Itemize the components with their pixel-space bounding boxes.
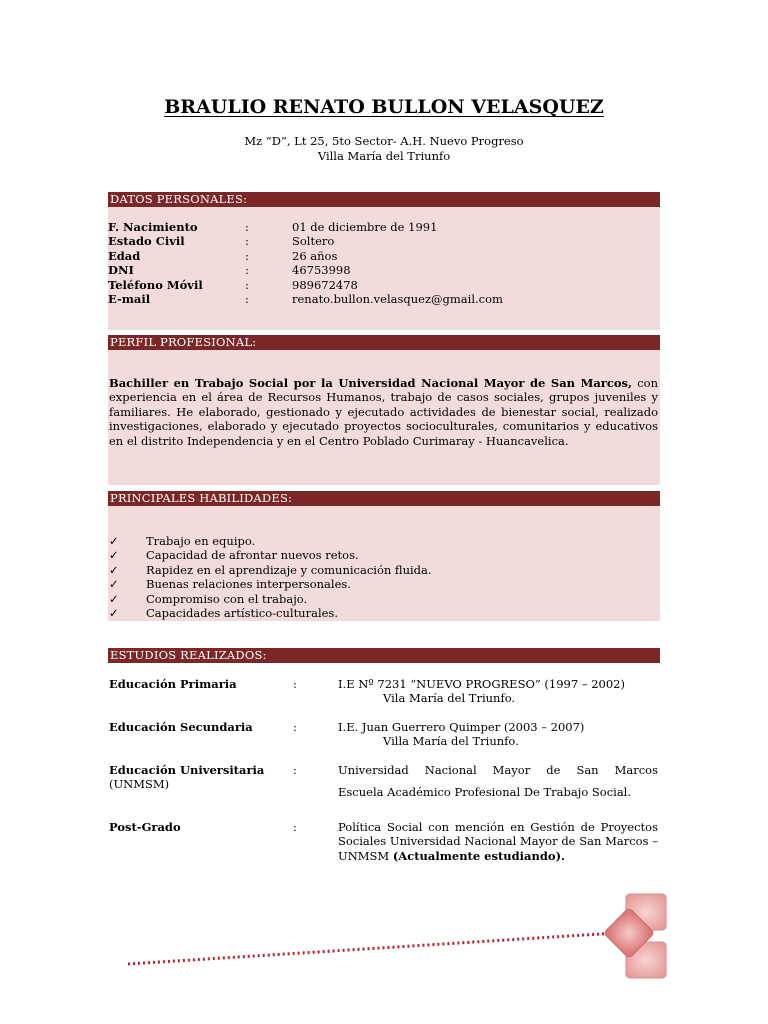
checkmark-icon: ✓: [109, 577, 119, 592]
profile-text: [109, 376, 658, 448]
personal-row: Teléfono Móvil : 989672478: [108, 277, 358, 292]
address: [0, 134, 768, 164]
profile-description: con experiencia en el área de Recursos Humanos, trabajo de casos sociales, grupos juveniles y familiares. He elaborado, gestionado y ejecutado actividades de bienestar social, realizado investigaciones, elaborado y ejecutado proyectos socioculturales, comunitarios y educativos en el distrito Independencia y en el Centro Poblado Curimaray - Huancavelica.: [109, 376, 658, 448]
section-bar-skills: PRINCIPALES HABILIDADES:: [108, 491, 660, 506]
study-primary: Educación Primaria : I.E Nº 7231 “NUEVO PROGRESO” (1997 – 2002) Vila María del Triunfo.: [109, 677, 625, 706]
section-bar-studies: ESTUDIOS REALIZADOS:: [108, 648, 660, 663]
address-line-1: Mz “D”, Lt 25, 5to Sector- A.H. Nuevo Progreso: [244, 134, 524, 148]
personal-row: E-mail : renato.bullon.velasquez@gmail.com: [108, 292, 503, 307]
list-item: ✓ Capacidad de afrontar nuevos retos.: [109, 548, 359, 563]
section-bar-profile: PERFIL PROFESIONAL:: [108, 335, 660, 350]
personal-row: Estado Civil : Soltero: [108, 234, 335, 249]
personal-row: DNI : 46753998: [108, 263, 351, 278]
list-item: ✓ Compromiso con el trabajo.: [109, 591, 308, 606]
checkmark-icon: ✓: [109, 591, 119, 606]
profile-degree: Bachiller en Trabajo Social por la Universidad Nacional Mayor de San Marcos,: [109, 376, 632, 390]
list-item: ✓ Capacidades artístico-culturales.: [109, 606, 338, 621]
study-university: Educación Universitaria (UNMSM) : Universidad Nacional Mayor de San Marcos Escuela Académico Profesional De Trabajo Social.: [109, 763, 658, 800]
checkmark-icon: ✓: [109, 562, 119, 577]
personal-row: F. Nacimiento : 01 de diciembre de 1991: [108, 220, 438, 234]
decorative-footer: [0, 880, 768, 990]
list-item: ✓ Rapidez en el aprendizaje y comunicación fluida.: [109, 562, 432, 577]
checkmark-icon: ✓: [109, 606, 119, 621]
skills-list: [109, 534, 432, 620]
checkmark-icon: ✓: [109, 534, 119, 548]
personal-data-list: [108, 220, 652, 306]
list-item: ✓ Buenas relaciones interpersonales.: [109, 577, 351, 592]
section-bar-personal: DATOS PERSONALES:: [108, 192, 660, 207]
address-line-2: Villa María del Triunfo: [317, 149, 451, 163]
checkmark-icon: ✓: [109, 548, 119, 563]
dotted-line-decoration: [128, 933, 616, 964]
study-postgrad: Post-Grado : Política Social con mención en Gestión de Proyectos Sociales Universidad Nacional Mayor de San Marcos – UNMSM (Actualmente estudiando).: [109, 820, 658, 863]
cv-name-heading: BRAULIO RENATO BULLON VELASQUEZ: [164, 96, 604, 118]
study-secondary: Educación Secundaria : I.E. Juan Guerrero Quimper (2003 – 2007) Villa María del Triunfo.: [109, 720, 585, 749]
list-item: ✓ Trabajo en equipo.: [109, 534, 256, 548]
personal-row: Edad : 26 años: [108, 248, 338, 263]
